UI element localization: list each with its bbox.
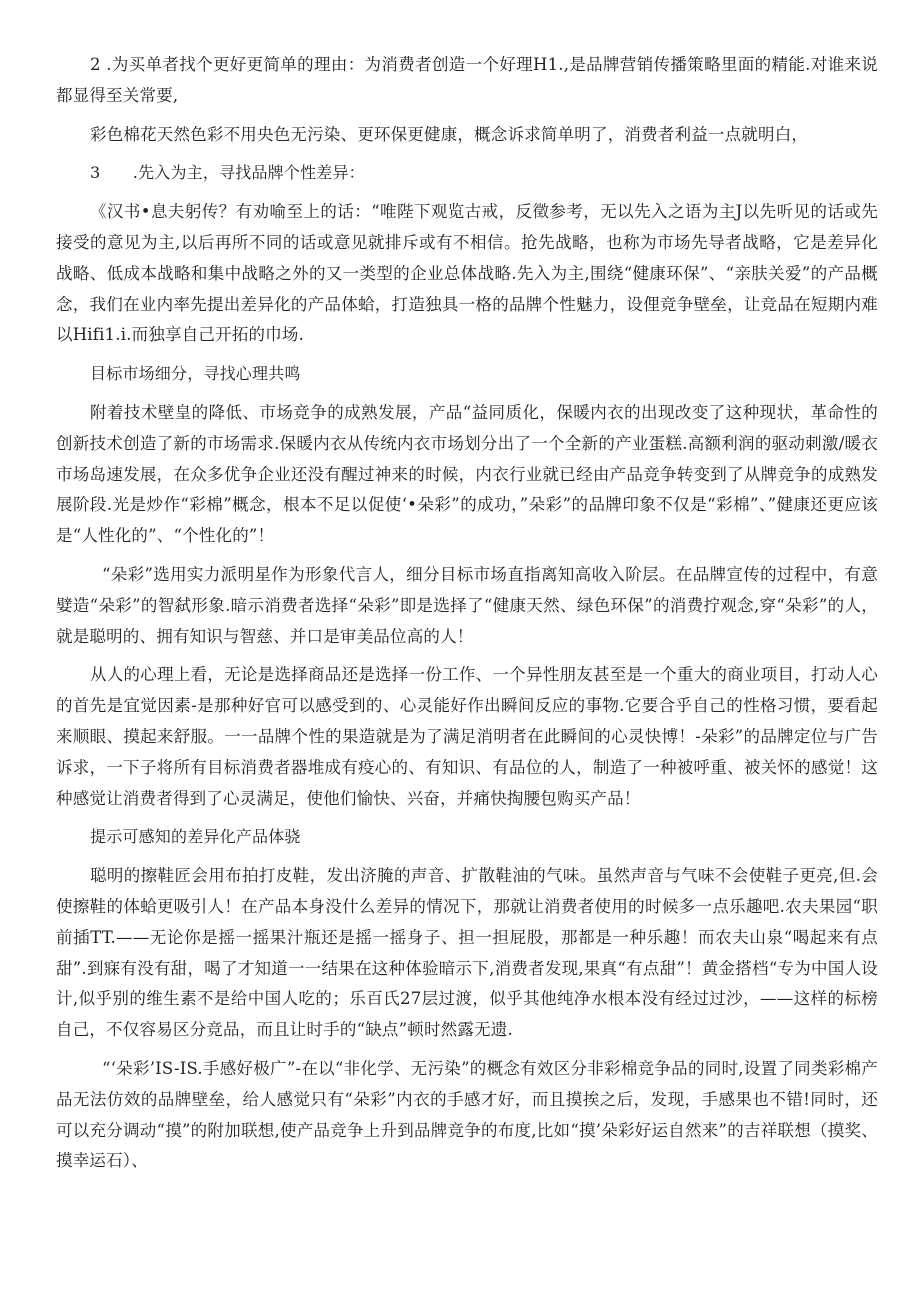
section-heading-market-segmentation: 目标市场细分，寻找心理共鸣	[90, 364, 301, 384]
paragraph-shoeshine-example: 聪明的擦鞋匠会用布拍打皮鞋，发出济腌的声音、扩散鞋油的气味。虽然声音与气味不会使鞋子更亮,但.会使擦鞋的体蛤更吸引人！在产品本身没什么差异的情况下，那就让消费者使用的时候多一点乐趣吧.农夫果园“职前插TT.——无论你是摇一摇果汁瓶还是摇一摇身子、担一担屁股，那都是一种乐趣！而农夫山泉“喝起来有点甜”.到寐有没有甜，喝了才知道一一结果在这种体验暗示下,消费者发现,果真“有点甜”！黄金搭档“专为中国人设计,似乎别的维生素不是给中国人吃的；乐百氏27层过渡，似乎其他纯净水根本没有经过过沙，——这样的标榜自己，不仅容易区分竞品，而且让时手的“缺点”顿时然露无遗.	[56, 866, 878, 1040]
section-heading-product-experience: 提示可感知的差异化产品体骁	[90, 827, 301, 847]
paragraph-market-competition: 附着技术壁皇的降低、市场竞争的成熟发展，产品“益同质化，保暖内衣的出现改变了这种现状，革命性的创新技术创造了新的市场需求.保暖内衣从传统内衣市场划分出了一个全新的产业蛋糕.高额利润的驱动刺激/暖衣市场岛速发展，在众多优争企业还没有醒过神来的时候，内衣行业就已经由产品竞争转变到了从牌竞争的成熟发展阶段.光是炒作“彩棉”概念，根本不足以促使‘•朵彩”的成功，”朵彩”的品牌印象不仅是“彩棉”、”健康还更应该是“人性化的”、“个性化的”！	[56, 402, 878, 546]
paragraph-touch-feel: “‘朵彩’IS-IS.手感好极广”-在以“非化学、无污染”的概念有效区分非彩棉竞争品的同时,设置了同类彩棉产品无法仿效的品牌壁垒，给人感觉只有“朵彩”内衣的手感才好，而且摸挨之后，发现，手感果也不错!同时，还可以充分调动“摸”的附加联想,使产品竞争上升到品牌竞争的布度,比如“摸’朵彩好运自然来”的吉祥联想（摸奖、摸幸运石）、	[56, 1058, 878, 1171]
section-heading-first-mover: 3 .先入为主，寻找品牌个性差异：	[90, 163, 365, 183]
document-page	[56, 50, 878, 1185]
paragraph-reason: 2 .为买单者找个更好更简单的理由：为消费者创造一个好理H1.,是品牌营销传播策略里面的精能.对谁来说都显得至关常要,	[56, 55, 878, 105]
paragraph-color-cotton: 彩色棉花天然色彩不用央色无污染、更环保更健康，概念诉求简单明了，消费者利益一点就明白，	[90, 124, 809, 144]
paragraph-first-mover-strategy: 《汉书•息夫躬传？有劝喻至上的话：“唯陛下观览古戒，反徵参考，无以先入之语为主J以先听见的话或先接受的意见为主,以后再所不同的话或意见就排斥或有不相信。抢先战略，也称为市场先导者战略，它是差异化战略、低成本战略和集中战略之外的又一类型的企业总体战略.先入为主,围绕“健康环保”、“亲肤关爱”的产品概念，我们在业内率先提出差异化的产品体蛤，打造独具一格的品牌个性魅力，设俚竞争壁垒，让竞品在短期内难以Hifi1.i.而独享自己开拓的巾场.	[56, 202, 878, 345]
paragraph-spokesperson: “朵彩”选用实力派明星作为形象代言人，细分目标市场直指离知高收入阶层。在品牌宣传的过程中，有意嬖造“朵彩”的智弑形象.暗示消费者选择“朵彩”即是选择了“健康天然、绿色环保”的消费拧观念,穿“朵彩”的人，就是聪明的、拥有知识与智慈、并口是审美品位高的人！	[56, 564, 878, 646]
paragraph-psychology: 从人的心理上看，无论是选择商品还是选择一份工作、一个异性朋友甚至是一个重大的商业项目，打动人心的首先是宜觉因素-是那种好官可以感受到的、心灵能好作出瞬间反应的事物.它要合乎自己的性格习惯，要看起来顺眼、摸起来舒服。一一品牌个性的果造就是为了满足消明者在此瞬间的心灵快博！-朵彩”的品牌定位与广告诉求，一下子将所有目标消费者器堆成有疫心的、有知识、有品位的人，制造了一种被呼重、被关怀的感觉！这种感觉让消费者得到了心灵满足，使他们愉快、兴奋，并痛快掏腰包购买产品！	[56, 665, 878, 808]
